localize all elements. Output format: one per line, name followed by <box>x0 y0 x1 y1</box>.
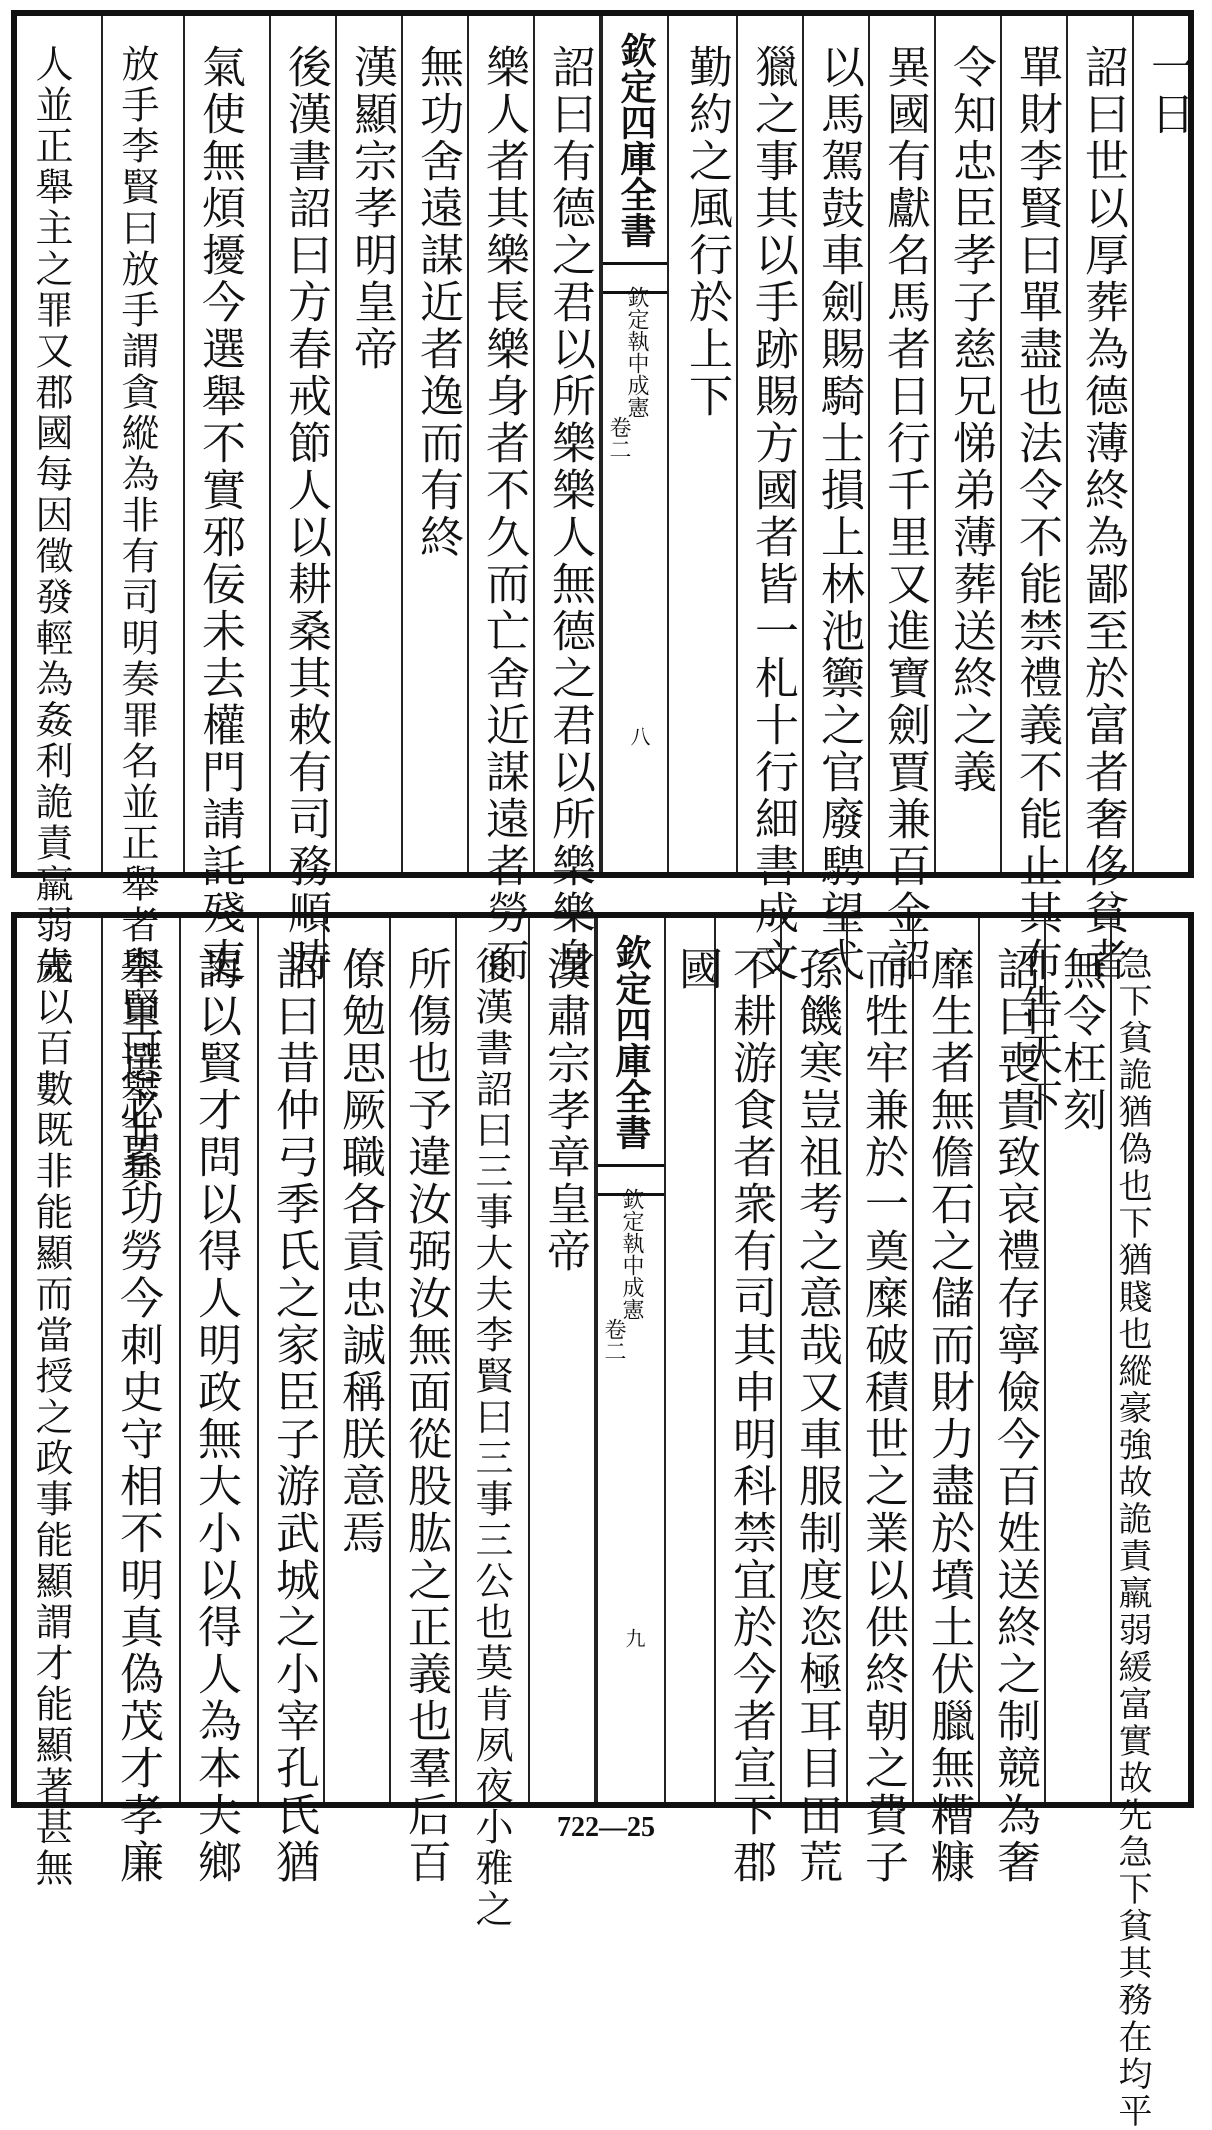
column-text: 勤約之風行於上下 <box>681 44 732 420</box>
column <box>259 918 325 1886</box>
column-text: 氣使無煩擾今選舉不實邪佞未去權門請託殘吏 <box>194 44 245 984</box>
column <box>936 16 1002 872</box>
column <box>469 16 535 984</box>
column <box>185 16 271 984</box>
column <box>870 16 936 984</box>
column-text: 急下貧詭猶偽也下猶賤也縱豪強故詭責羸弱緩富實故先急下貧其務在均平 <box>1112 946 1152 2130</box>
column <box>1046 918 1112 1802</box>
column <box>403 16 469 872</box>
column-text: 歲以百數既非能顯而當授之政事能顯謂才能顯著甚無 <box>29 946 73 1889</box>
column-text: 無功舍遠謀近者逸而有終 <box>412 44 463 561</box>
column <box>325 918 391 1802</box>
column <box>1002 16 1068 1125</box>
column-text: 樂人者其樂長樂身者不久而亡舍近謀遠者勞而 <box>478 44 529 984</box>
column-text: 令知忠臣孝子慈兄悌弟薄葬送終之義 <box>945 44 996 796</box>
column <box>103 16 185 1192</box>
volume-label: 卷二 <box>606 416 631 460</box>
page-footer-number: 722—25 <box>557 1812 655 1843</box>
column-text: 所傷也予違汝弼汝無面從股肱之正義也羣后百 <box>400 946 451 1886</box>
column-text: 人並正舉主之罪又郡國每因徵發輕為姦利詭責羸弱先 <box>29 44 73 987</box>
column <box>17 16 103 987</box>
column-text: 靡生者無儋石之儲而財力盡於墳土伏臘無糟糠 <box>923 946 974 1886</box>
section-heading: 漢顯宗孝明皇帝 <box>346 44 397 373</box>
column-text: 而牲牢兼於一奠糜破積世之業以供終朝之費子 <box>857 946 908 1886</box>
column <box>914 918 980 1886</box>
page-number: 八 <box>627 726 651 746</box>
page-header-band <box>596 918 666 1802</box>
column-text: 孫饑寒豈祖考之意哉又車服制度恣極耳目田荒 <box>791 946 842 1886</box>
column-text: 詔曰昔仲弓季氏之家臣子游武城之小宰孔氏猶 <box>268 946 319 1886</box>
column <box>848 918 914 1886</box>
column-text: 不耕游食者衆有司其申明科禁宜於今者宣下郡 <box>725 946 776 1886</box>
section-title: 欽定執中成憲 <box>624 286 649 418</box>
column <box>103 918 181 1886</box>
section-heading: 漢肅宗孝章皇帝 <box>539 946 590 1275</box>
column-text: 舉里選必累功勞今刺史守相不明真偽茂才孝廉 <box>112 946 163 1886</box>
column-text: 詔曰喪貴致哀禮存寧儉今百姓送終之制競為奢 <box>989 946 1040 1886</box>
column <box>1112 918 1188 2130</box>
section-title: 欽定執中成憲 <box>619 1188 644 1320</box>
column-text: 獵之事其以手跡賜方國者皆一札十行細書成文 <box>747 44 798 984</box>
column <box>672 16 738 872</box>
column-text: 誨以賢才問以得人明政無大小以得人為本夫鄉 <box>190 946 241 1886</box>
column <box>738 16 804 984</box>
column-text: 國 <box>671 946 722 993</box>
page-header-band <box>601 16 669 872</box>
column-text: 僚勉思厥職各貢忠誠稱朕意焉 <box>334 946 385 1557</box>
column-text: 單財李賢曰單盡也法令不能禁禮義不能止其布告天下 <box>1011 44 1062 1125</box>
column <box>337 16 403 872</box>
column <box>782 918 848 1886</box>
column <box>391 918 457 1886</box>
column <box>181 918 259 1886</box>
column <box>1068 16 1134 984</box>
volume-label: 卷二 <box>601 1318 626 1362</box>
column <box>535 16 601 984</box>
column <box>17 918 103 1889</box>
column <box>804 16 870 984</box>
column <box>1134 16 1194 872</box>
book-title: 欽定四庫全書 <box>610 934 652 1150</box>
column-text: 異國有獻名馬者日行千里又進寶劍賈兼百金詔 <box>879 44 930 984</box>
column <box>980 918 1046 1886</box>
column <box>271 16 337 984</box>
column-text: 詔曰有德之君以所樂樂人無德之君以所樂樂身 <box>544 44 595 984</box>
column-text: 放手李賢曰放手謂貪縱為非有司明奏罪名並正舉者李賢曰舉非其 <box>115 44 159 1192</box>
column <box>530 918 596 1802</box>
column <box>457 918 530 1930</box>
column-text: 無令枉刻 <box>1055 946 1106 1134</box>
book-title: 欽定四庫全書 <box>615 32 657 248</box>
column-text: 以馬駕鼓車劍賜騎士損上林池籞之官廢騁望弋 <box>813 44 864 984</box>
column-text: 詔曰世以厚葬為德薄終為鄙至於富者奢侈貧者 <box>1077 44 1128 984</box>
column-text: 後漢書詔曰三事大夫李賢曰三事三公也莫肯夙夜小雅之 <box>469 946 513 1930</box>
column-text: 一日 <box>1143 44 1194 138</box>
column <box>662 918 722 1802</box>
column-text: 後漢書詔曰方春戒節人以耕桑其敕有司務順時 <box>280 44 331 984</box>
page-number: 九 <box>622 1628 646 1648</box>
